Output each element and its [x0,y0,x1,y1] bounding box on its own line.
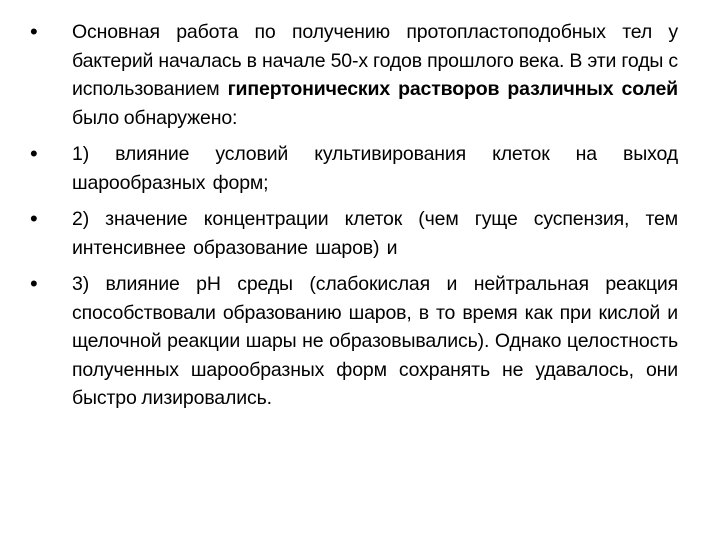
intro-text-start: Основная работа по получению протопластоподобных тел у бактерий началась в начале 50-х годов прошлого века. В эти годы с использованием [72,21,678,100]
bullet-icon: • [30,206,38,231]
bullet-item-cultivation [30,140,678,197]
intro-text-end: было обнаружено: [72,106,238,129]
intro-bold-phrase: гипертонических растворов различных солей [227,78,678,100]
concentration-text: 2) значение концентрации клеток (чем гуще суспензия, тем интенсивнее образование шаров) и [72,208,678,259]
bullet-icon: • [30,271,38,296]
ph-text: 3) влияние рН среды (слабокислая и нейтральная реакция способствовали образованию шаров, в то время как при кислой и щелочной реакции шары не образовывались). Однако целостность полученных шарообразных форм сохранять не удавалось, они быстро лизировались. [72,273,678,409]
cultivation-text: 1) влияние условий культивирования клеток на выход шарообразных форм; [72,143,678,194]
bullet-item-intro [30,18,678,132]
bullet-item-ph [30,270,678,413]
bullet-list [30,18,678,421]
bullet-item-concentration [30,205,678,262]
bullet-icon: • [30,19,38,44]
bullet-icon: • [30,141,38,166]
